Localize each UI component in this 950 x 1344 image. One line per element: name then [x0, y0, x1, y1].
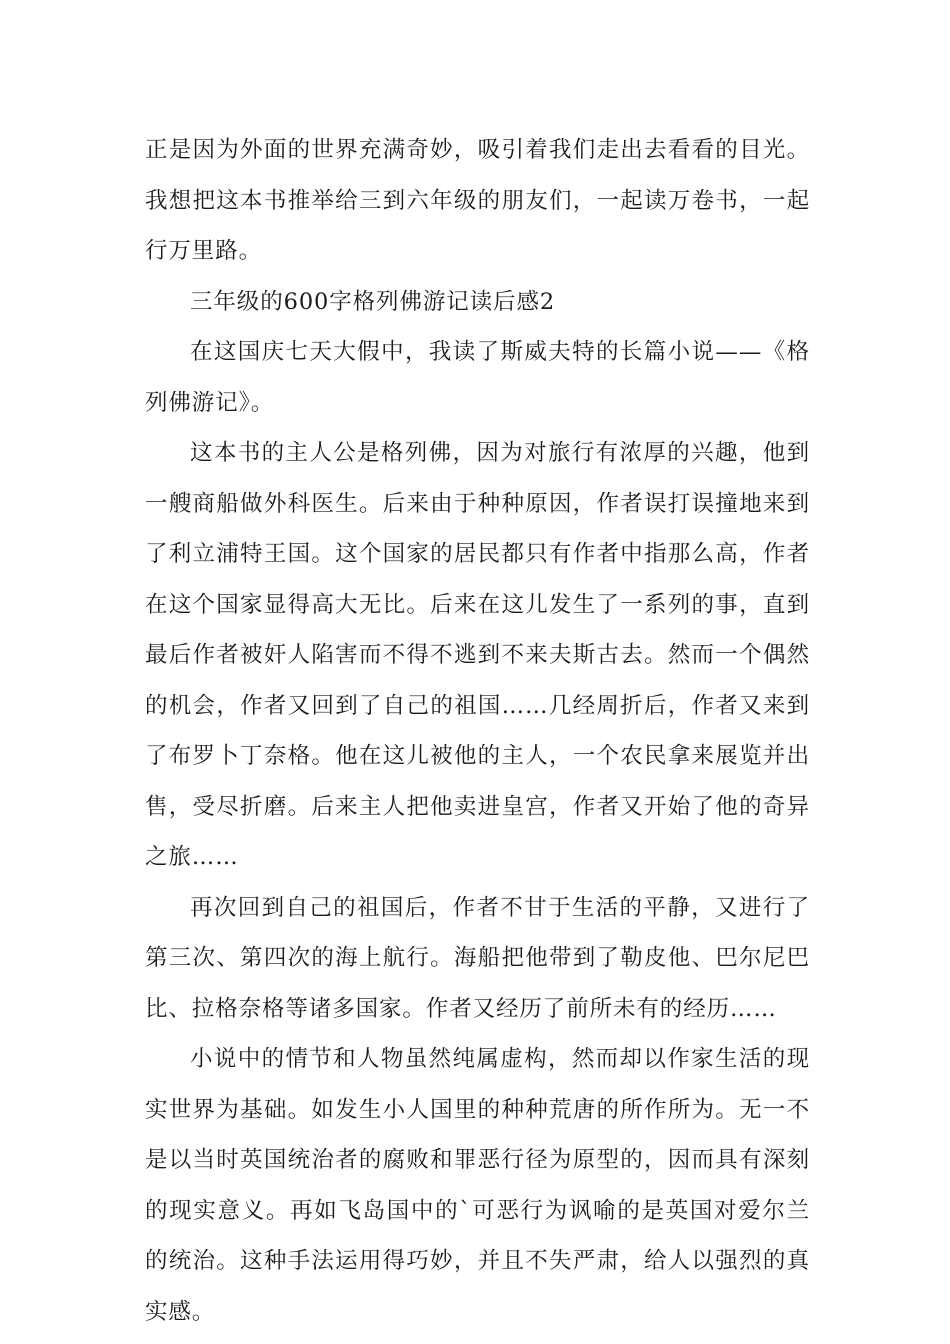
- section-heading: 三年级的600字格列佛游记读后感2: [190, 288, 556, 315]
- paragraph-analysis: 小说中的情节和人物虽然纯属虚构，然而却以作家生活的现实世界为基础。如发生小人国里的种种荒唐的所作所为。无一不是以当时英国统治者的腐败和罪恶行径为原型的，因而具有深刻的现实意义。再如飞岛国中的`可恶行为讽喻的是英国对爱尔兰的统治。这种手法运用得巧妙，并且不失严肃，给人以强烈的真实感。: [145, 1046, 810, 1325]
- paragraph-later-voyages: 再次回到自己的祖国后，作者不甘于生活的平静，又进行了第三次、第四次的海上航行。海船把他带到了勒皮他、巴尔尼巴比、拉格奈格等诸多国家。作者又经历了前所未有的经历……: [145, 894, 810, 1022]
- paragraph-opening: 在这国庆七天大假中，我读了斯威夫特的长篇小说——《格列佛游记》。: [145, 339, 810, 416]
- paragraph-intro-continuation: 正是因为外面的世界充满奇妙，吸引着我们走出去看看的目光。我想把这本书推举给三到六年级的朋友们，一起读万卷书，一起行万里路。: [145, 137, 810, 264]
- document-body: [145, 125, 810, 1337]
- paragraph-plot-summary: 这本书的主人公是格列佛，因为对旅行有浓厚的兴趣，他到一艘商船做外科医生。后来由于种种原因，作者误打误撞地来到了利立浦特王国。这个国家的居民都只有作者中指那么高，作者在这个国家显得高大无比。后来在这儿发生了一系列的事，直到最后作者被奸人陷害而不得不逃到不来夫斯古去。然而一个偶然的机会，作者又回到了自己的祖国……几经周折后，作者又来到了布罗卜丁奈格。他在这儿被他的主人，一个农民拿来展览并出售，受尽折磨。后来主人把他卖进皇宫，作者又开始了他的奇异之旅……: [145, 440, 810, 870]
